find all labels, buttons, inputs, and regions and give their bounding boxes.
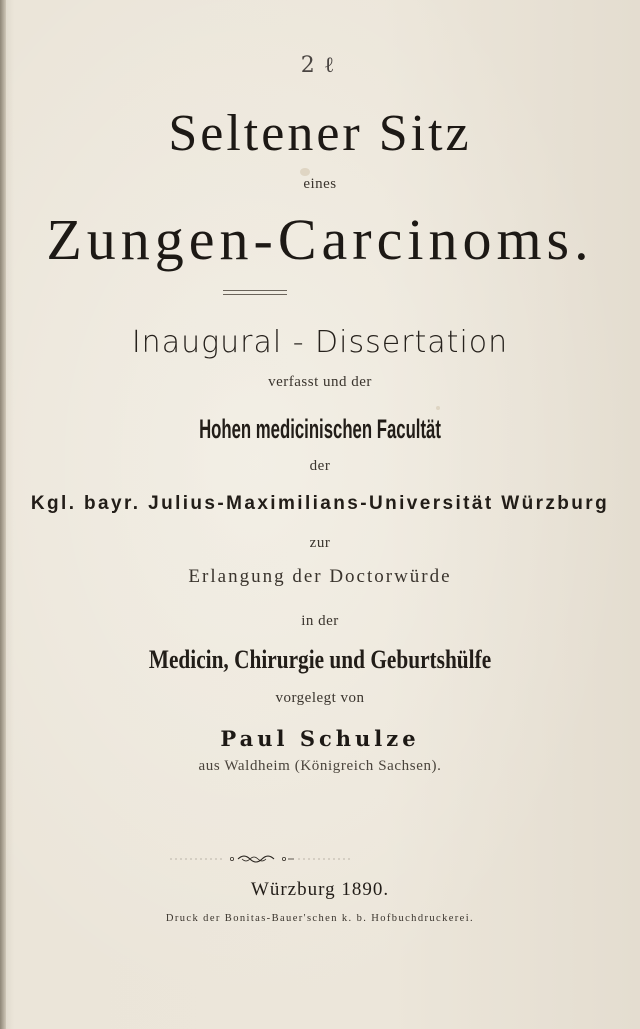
purpose-prefix: zur	[309, 535, 331, 551]
foxing-spot	[436, 406, 440, 410]
handwritten-note: 2 ℓ	[300, 53, 336, 78]
purpose: Erlangung der Doctorwürde	[188, 566, 452, 587]
author-name: Paul Schulze	[220, 726, 420, 751]
printer-imprint: Druck der Bonitas-Bauer'schen k. b. Hofbuchdruckerei.	[165, 913, 475, 924]
fields: Medicin, Chirurgie und Geburtshülfe	[148, 645, 492, 674]
title-divider	[223, 290, 287, 295]
author-origin: aus Waldheim (Königreich Sachsen).	[198, 758, 442, 774]
title-line-2: Zungen-Carcinoms.	[46, 207, 594, 272]
dissertation-type: Inaugural - Dissertation	[131, 325, 509, 360]
place-year: Würzburg 1890.	[250, 879, 390, 900]
faculty-name: Hohen medicinischen Facultät	[199, 414, 441, 444]
ornament-divider-icon	[170, 852, 350, 866]
title-connector: eines	[303, 176, 337, 192]
author-intro: verfasst und der	[268, 374, 372, 390]
foxing-spot	[300, 168, 310, 176]
presented-by: vorgelegt von	[275, 690, 365, 706]
faculty-article: der	[309, 458, 331, 474]
field-prefix: in der	[301, 613, 339, 629]
title-line-1: Seltener Sitz	[168, 105, 472, 162]
university-name: Kgl. bayr. Julius-Maximilians-Universität Würzburg	[30, 493, 610, 514]
